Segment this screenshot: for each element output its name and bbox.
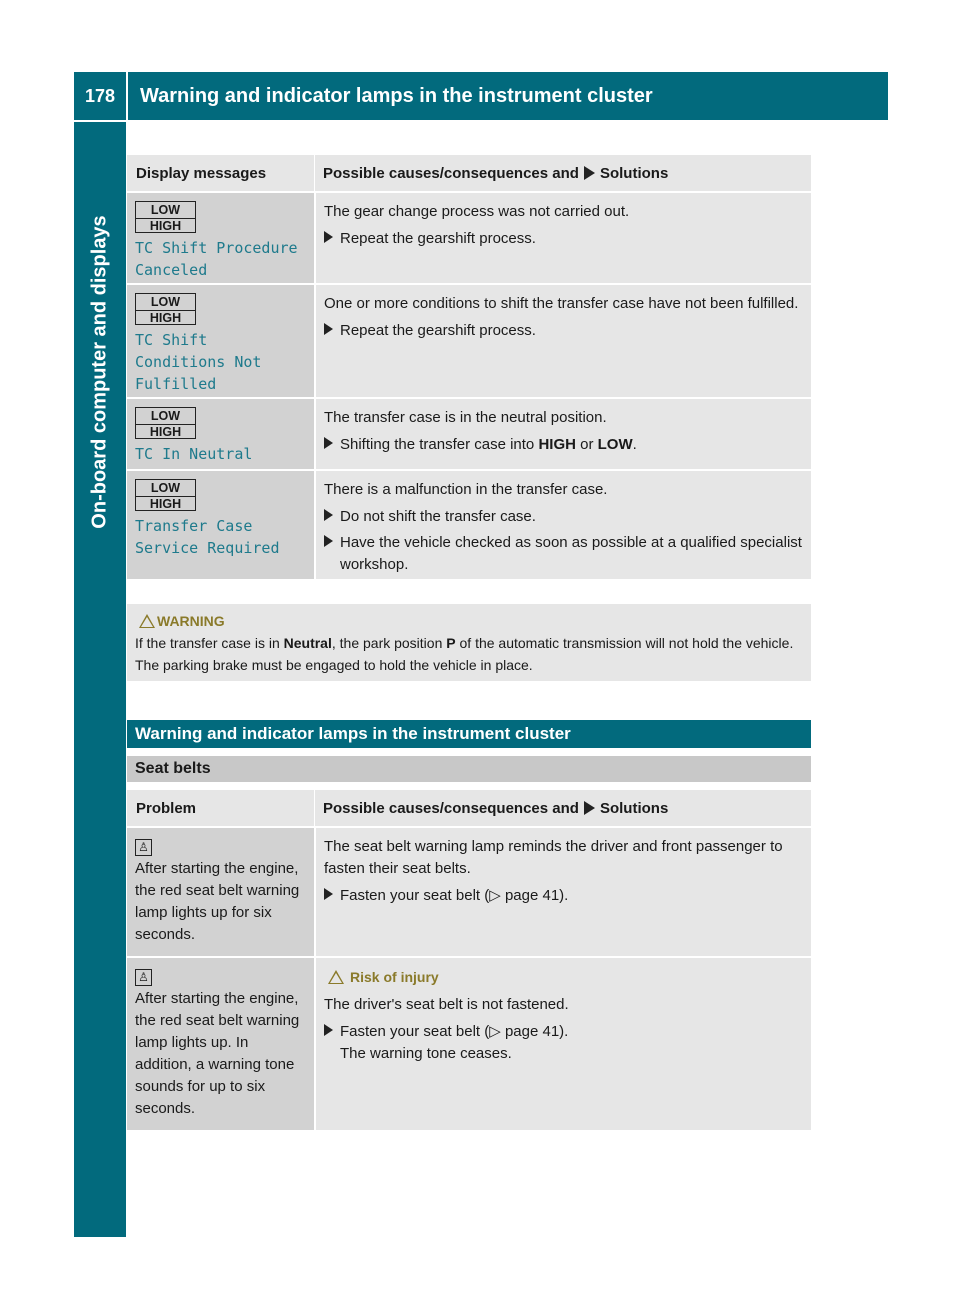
col-causes-solutions: Possible causes/consequences and Solutions bbox=[314, 790, 811, 826]
low-high-icon: LOW HIGH bbox=[135, 293, 196, 325]
warning-title: WARNING bbox=[135, 610, 803, 632]
table-header bbox=[127, 790, 811, 826]
solution-step: Repeat the gearshift process. bbox=[324, 320, 803, 343]
step-arrow-icon bbox=[324, 320, 340, 343]
table-row bbox=[127, 283, 811, 397]
risk-title: Risk of injury bbox=[324, 966, 803, 988]
solution-step: Repeat the gearshift process. bbox=[324, 228, 803, 251]
table-row bbox=[127, 469, 811, 579]
step-arrow-icon bbox=[324, 1021, 340, 1044]
cause-text: The seat belt warning lamp reminds the driver and front passenger to fasten their seat belts. bbox=[324, 838, 783, 877]
low-high-icon: LOW HIGH bbox=[135, 201, 196, 233]
step-arrow-icon bbox=[324, 532, 340, 555]
col-display-messages: Display messages bbox=[136, 164, 267, 182]
step-arrow-icon bbox=[324, 885, 340, 908]
display-message: TC In Neutral bbox=[135, 445, 253, 463]
arrow-icon bbox=[584, 801, 595, 815]
cause-text: The transfer case is in the neutral position. bbox=[324, 409, 607, 426]
seat-belt-table bbox=[127, 790, 811, 1130]
arrow-icon bbox=[584, 166, 595, 180]
table-row bbox=[127, 191, 811, 283]
warning-text: If the transfer case is in Neutral, the park position P of the automatic transmission will not hold the vehicle. The parking brake must be engaged to hold the vehicle in place. bbox=[135, 635, 794, 673]
cause-text: The driver's seat belt is not fastened. bbox=[324, 996, 569, 1013]
warning-icon bbox=[328, 970, 344, 984]
page-header-title: Warning and indicator lamps in the instrument cluster bbox=[128, 72, 888, 120]
step-arrow-icon bbox=[324, 506, 340, 529]
subsection-title: Seat belts bbox=[127, 756, 811, 782]
table-row bbox=[127, 956, 811, 1130]
solution-step: Fasten your seat belt (▷ page 41). The warning tone ceases. bbox=[324, 1021, 803, 1065]
step-arrow-icon bbox=[324, 228, 340, 251]
col-causes-solutions: Possible causes/consequences and Solutions bbox=[314, 155, 811, 191]
display-messages-table bbox=[127, 155, 811, 579]
cause-text: The gear change process was not carried out. bbox=[324, 203, 630, 220]
table-row bbox=[127, 826, 811, 956]
step-arrow-icon bbox=[324, 434, 340, 457]
solution-step: Have the vehicle checked as soon as possible at a qualified specialist workshop. bbox=[324, 532, 803, 576]
seat-belt-icon: ♙ bbox=[135, 969, 152, 986]
seat-belt-icon: ♙ bbox=[135, 839, 152, 856]
cause-text: There is a malfunction in the transfer case. bbox=[324, 481, 608, 498]
low-high-icon: LOW HIGH bbox=[135, 479, 196, 511]
col-problem: Problem bbox=[136, 799, 197, 817]
display-message: Transfer Case Service Required bbox=[135, 517, 280, 557]
problem-text: After starting the engine, the red seat belt warning lamp lights up for six seconds. bbox=[135, 860, 300, 943]
display-message: TC Shift Conditions Not Fulfilled bbox=[135, 331, 262, 393]
solution-step: Fasten your seat belt (▷ page 41). bbox=[324, 885, 803, 908]
cause-text: One or more conditions to shift the transfer case have not been fulfilled. bbox=[324, 295, 799, 312]
solution-step: Shifting the transfer case into HIGH or LOW. bbox=[324, 434, 803, 457]
low-high-icon: LOW HIGH bbox=[135, 407, 196, 439]
page-number: 178 bbox=[74, 72, 126, 120]
warning-icon bbox=[139, 614, 155, 628]
table-row bbox=[127, 397, 811, 469]
table-header bbox=[127, 155, 811, 191]
section-title: Warning and indicator lamps in the instrument cluster bbox=[127, 720, 811, 748]
warning-box bbox=[127, 604, 811, 681]
solution-step: Do not shift the transfer case. bbox=[324, 506, 803, 529]
display-message: TC Shift Procedure Canceled bbox=[135, 239, 298, 279]
problem-text: After starting the engine, the red seat belt warning lamp lights up. In addition, a warning tone sounds for up to six seconds. bbox=[135, 990, 300, 1117]
